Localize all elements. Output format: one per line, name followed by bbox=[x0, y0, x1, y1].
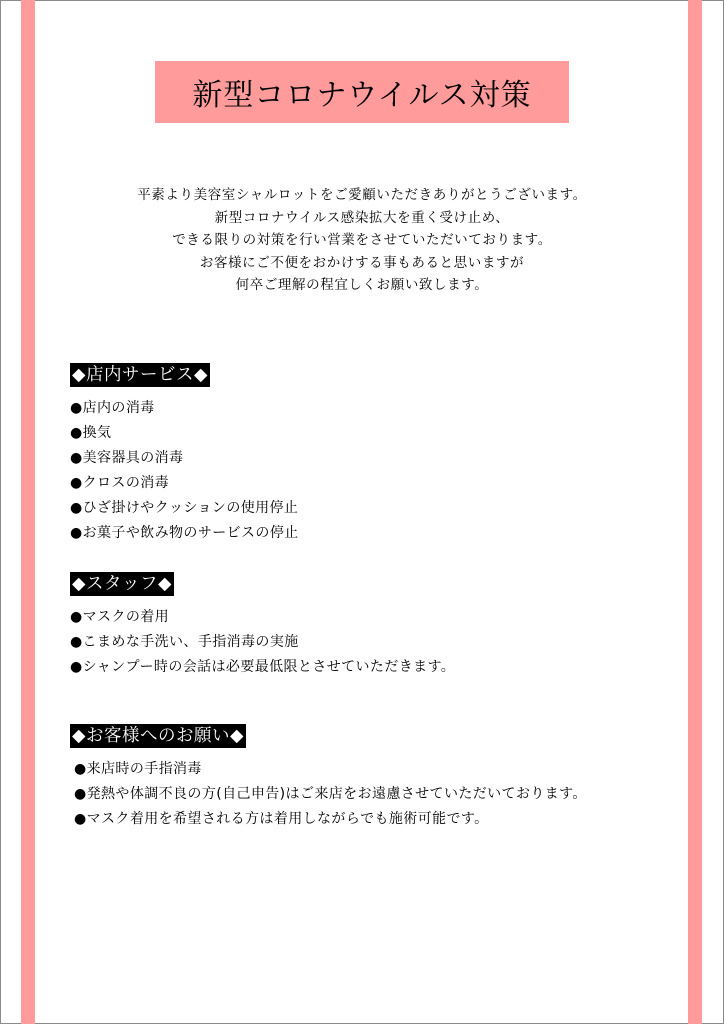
item-list bbox=[70, 396, 670, 546]
list-item: ●発熱や体調不良の方(自己申告)はご来店をお遠慮させていただいております。 bbox=[74, 786, 587, 802]
list-item: ●マスクの着用 bbox=[70, 609, 170, 625]
section-heading: ◆お客様へのお願い◆ bbox=[72, 726, 244, 746]
list-item: ●換気 bbox=[70, 425, 112, 441]
list-item: ●店内の消毒 bbox=[70, 400, 155, 416]
intro-paragraph bbox=[60, 184, 664, 297]
item-list bbox=[70, 605, 670, 680]
intro-line: 平素より美容室シャルロットをご愛顧いただきありがとうございます。 bbox=[137, 187, 587, 203]
list-item: ●クロスの消毒 bbox=[70, 475, 170, 491]
section-heading: ◆スタッフ◆ bbox=[72, 574, 172, 594]
item-list bbox=[70, 757, 670, 832]
list-item: ●ひざ掛けやクッションの使用停止 bbox=[70, 500, 299, 516]
intro-line: 新型コロナウイルス感染拡大を重く受け止め、 bbox=[214, 209, 510, 226]
section-staff bbox=[70, 572, 670, 680]
intro-line: できる限りの対策を行い営業をさせていただいております。 bbox=[172, 232, 552, 248]
section-store-services bbox=[70, 363, 670, 546]
list-item: ●お菓子や飲み物のサービスの停止 bbox=[70, 525, 299, 541]
list-item: ●シャンプー時の会話は必要最低限とさせていただきます。 bbox=[70, 659, 456, 675]
page-title: 新型コロナウイルス対策 bbox=[192, 78, 532, 113]
list-item: ●来店時の手指消毒 bbox=[74, 761, 202, 777]
section-heading: ◆店内サービス◆ bbox=[72, 365, 208, 385]
intro-line: 何卒ご理解の程宜しくお願い致します。 bbox=[235, 277, 489, 293]
intro-line: お客様にご不便をおかけする事もあると思いますが bbox=[199, 254, 525, 271]
section-customer-requests bbox=[70, 724, 670, 832]
list-item: ●こまめな手洗い、手指消毒の実施 bbox=[70, 634, 299, 650]
list-item: ●マスク着用を希望される方は着用しながらでも施術可能です。 bbox=[74, 811, 489, 827]
title-banner bbox=[155, 61, 569, 123]
left-accent-stripe bbox=[21, 0, 35, 1024]
list-item: ●美容器具の消毒 bbox=[70, 450, 184, 466]
right-accent-stripe bbox=[688, 0, 702, 1024]
